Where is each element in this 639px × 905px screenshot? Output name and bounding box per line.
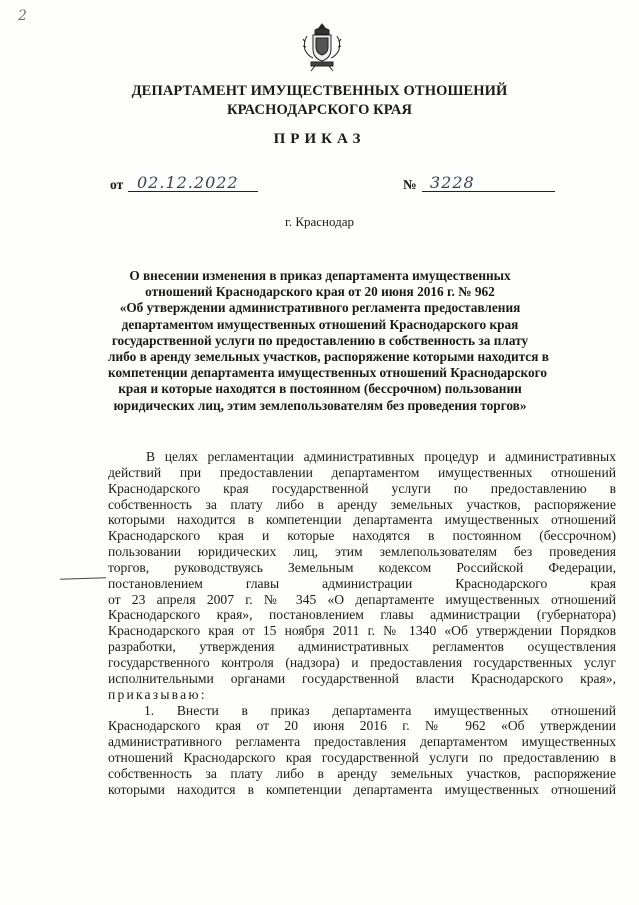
heading-line: О внесении изменения в приказ департамента имущественных xyxy=(129,268,511,283)
body-line: отношений Краснодарского края государственной услуги по предоставлению в xyxy=(108,750,616,766)
date-number-row xyxy=(0,173,639,195)
body-line: Краснодарского края государственной услуги по предоставлению в xyxy=(108,480,616,496)
order-heading xyxy=(108,268,549,414)
body-line: пользовании юридических лиц, этим землепользователям без проведения xyxy=(108,544,616,560)
date-value: 02.12.2022 xyxy=(137,173,239,192)
body-line: В целях регламентации административных процедур и административных xyxy=(146,449,616,464)
body-line: от 23 апреля 2007 г. № 345 «О департаменте имущественных отношений xyxy=(108,591,616,607)
heading-line: «Об утверждении административного регламента предоставления xyxy=(119,300,521,316)
coat-of-arms-icon xyxy=(301,22,343,72)
body-line: приказываю: xyxy=(108,686,207,702)
body-line: постановлением главы администрации Краснодарского края xyxy=(108,575,616,591)
department-name-line2: КРАСНОДАРСКОГО КРАЯ xyxy=(226,102,413,118)
heading-line: компетенции департамента имущественных отношений Краснодарского xyxy=(108,365,547,381)
body-line: которыми находится в компетенции департамента имущественных отношений xyxy=(108,781,616,797)
body-line: 1. Внести в приказ департамента имущественных отношений xyxy=(144,702,616,718)
body-line: разработки, утверждения административных регламентов осуществления xyxy=(108,639,616,655)
order-body xyxy=(108,449,616,798)
body-line: Краснодарского края от 20 июня 2016 г. № 962 «Об утверждении xyxy=(108,718,616,734)
body-line: собственность за плату либо в аренду земельных участков, распоряжение xyxy=(108,765,616,781)
body-line: собственность за плату либо в аренду земельных участков, распоряжение xyxy=(108,496,616,512)
body-line: которыми находится в компетенции департамента имущественных отношений xyxy=(108,512,616,528)
body-line: исполнительными органами государственной власти Краснодарского края», xyxy=(108,670,616,686)
department-name-line1: ДЕПАРТАМЕНТ ИМУЩЕСТВЕННЫХ ОТНОШЕНИЙ xyxy=(131,83,508,99)
body-line: действий при предоставлении департаментом имущественных отношений xyxy=(108,464,616,480)
body-line: административного регламента предоставления департаментом имущественных xyxy=(108,734,616,750)
body-line: государственного контроля (надзора) и предоставления государственных услуг xyxy=(108,654,616,670)
heading-line: департаментом имущественных отношений Краснодарского края xyxy=(121,316,519,332)
date-label: от xyxy=(110,177,124,192)
heading-line: государственной услуги по предоставлению в собственность за плату xyxy=(111,332,529,348)
body-line: торгов, руководствуясь Земельным кодексом Российской Федерации, xyxy=(108,559,616,575)
handwritten-corner-mark: 2 xyxy=(18,8,27,24)
heading-line: края и которые находятся в постоянном (бессрочном) пользовании xyxy=(118,381,522,397)
number-value: 3228 xyxy=(430,173,475,192)
order-title: ПРИКАЗ xyxy=(273,131,366,147)
city: г. Краснодар xyxy=(284,214,355,229)
margin-pen-stroke xyxy=(60,577,106,580)
heading-line: отношений Краснодарского края от 20 июня 2016 г. № 962 xyxy=(145,284,495,300)
body-line: Краснодарского края», постановлением главы администрации (губернатора) xyxy=(108,607,616,623)
body-line: Краснодарского края от 15 ноября 2011 г. № 1340 «Об утверждении Порядков xyxy=(108,623,616,639)
body-line: Краснодарского края и которые находятся в постоянном (бессрочном) xyxy=(108,528,616,544)
heading-line: юридических лиц, этим землепользователям без проведения торгов» xyxy=(113,397,527,413)
number-label: № xyxy=(403,177,417,192)
heading-line: либо в аренду земельных участков, распоряжение которыми находится в xyxy=(108,349,549,365)
